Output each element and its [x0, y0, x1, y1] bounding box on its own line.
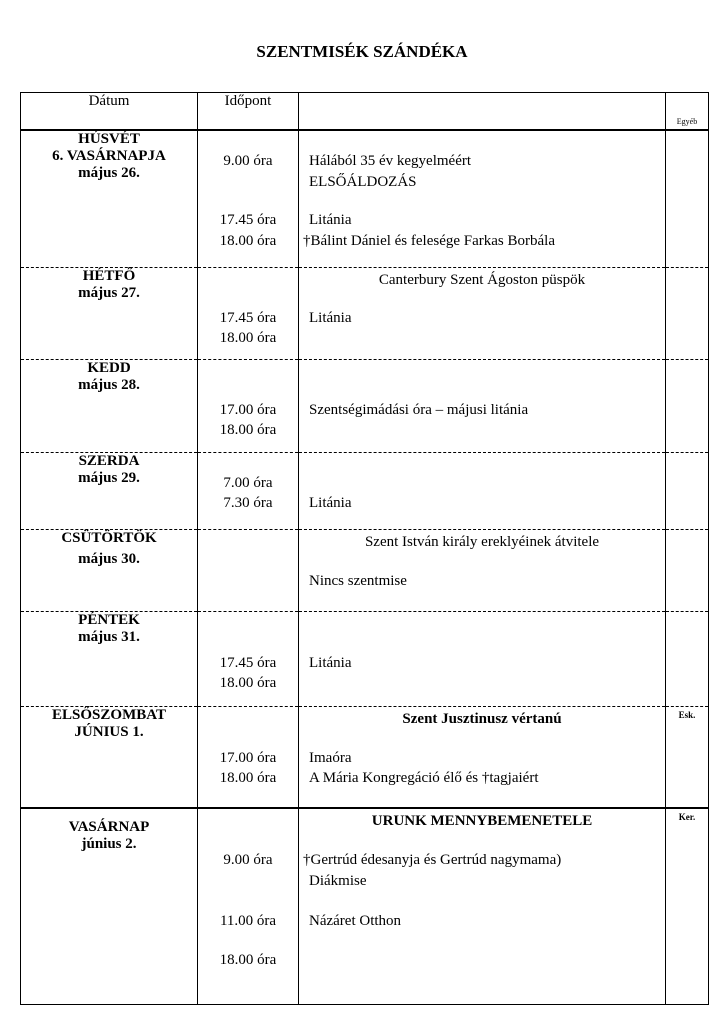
day-name: CSÜTÖRTÖK: [61, 529, 157, 546]
entry-text: Názáret Otthon: [309, 913, 402, 929]
day-date-cell: [21, 529, 198, 611]
day-date-cell: [21, 452, 198, 529]
entry-text: Litánia: [309, 212, 352, 228]
feast-title: Szent István király ereklyéinek átvitele: [364, 533, 600, 550]
entry-text: Litánia: [309, 494, 352, 511]
misc-note: Esk.: [678, 709, 696, 720]
header-intention: [299, 93, 666, 131]
entry-text: Imaóra: [309, 749, 352, 766]
day-date: május 27.: [78, 284, 140, 301]
day-name: KEDD: [87, 359, 131, 376]
entry-time: 17.45 óra: [219, 309, 277, 326]
entry-text: Diákmise: [309, 873, 367, 889]
feast-title: Canterbury Szent Ágoston püspök: [378, 271, 586, 288]
misc-note: [666, 131, 708, 134]
feast-title: URUNK MENNYBEMENETELE: [371, 813, 593, 829]
day-row: [21, 359, 709, 452]
entry-text: ELSŐÁLDOZÁS: [309, 174, 417, 190]
page-title: SZENTMISÉK SZÁNDÉKA: [256, 42, 468, 61]
table-header: [21, 93, 709, 131]
entry-time: 18.00 óra: [219, 769, 277, 786]
day-date: május 29.: [78, 469, 140, 486]
entry-time: 17.00 óra: [219, 749, 277, 766]
day-name: HÚSVÉT: [78, 131, 140, 147]
entry-text: A Mária Kongregáció élő és †tagjaiért: [309, 769, 539, 786]
entry-text: Hálából 35 év kegyelméért: [309, 153, 472, 169]
entry-time: 7.00 óra: [223, 474, 273, 491]
header-time: Időpont: [198, 93, 299, 131]
day-date: június 2.: [81, 836, 137, 852]
entry-time: 11.00 óra: [219, 913, 277, 929]
entry-time: 9.00 óra: [223, 852, 273, 868]
entry-time: 9.00 óra: [223, 153, 273, 169]
day-name-2: 6. VASÁRNAPJA: [52, 148, 166, 164]
day-date-cell: [21, 706, 198, 808]
entry-time: 18.00 óra: [219, 233, 277, 249]
entry-time: 17.45 óra: [219, 654, 277, 671]
misc-note: [666, 268, 708, 271]
misc-note: [666, 453, 708, 456]
day-row: [21, 529, 709, 611]
entry-time: 7.30 óra: [223, 494, 273, 511]
day-date: május 26.: [78, 165, 140, 181]
day-date-cell: [21, 267, 198, 359]
misc-note: [666, 612, 708, 615]
day-row: [21, 130, 709, 267]
day-date: május 30.: [78, 550, 140, 567]
misc-note: [666, 360, 708, 363]
day-date-cell: [21, 359, 198, 452]
entry-time: 18.00 óra: [219, 674, 277, 691]
day-date-cell: [21, 808, 198, 1005]
day-row: [21, 808, 709, 1005]
misc-note: Ker.: [678, 812, 696, 822]
entry-text: Litánia: [309, 654, 352, 671]
entry-time: 17.45 óra: [219, 212, 277, 228]
day-row: [21, 452, 709, 529]
feast-title: Szent Jusztinusz vértanú: [402, 710, 562, 727]
day-name: PÉNTEK: [78, 611, 140, 628]
day-name: SZERDA: [78, 452, 140, 469]
header-misc: Egyéb: [666, 93, 709, 131]
entry-text: Litánia: [309, 309, 352, 326]
day-date: JÚNIUS 1.: [74, 723, 144, 740]
day-name: ELSŐSZOMBAT: [52, 706, 166, 723]
day-row: [21, 706, 709, 808]
entry-text: †Gertrúd édesanyja és Gertrúd nagymama): [303, 852, 562, 868]
header-date: Dátum: [21, 93, 198, 131]
misc-note: [666, 530, 708, 533]
day-date: május 31.: [78, 628, 140, 645]
day-name: HÉTFŐ: [82, 267, 136, 284]
day-date-cell: [21, 130, 198, 267]
entry-time: 18.00 óra: [219, 952, 277, 968]
day-date-cell: [21, 611, 198, 706]
day-row: [21, 611, 709, 706]
day-name: VASÁRNAP: [68, 819, 150, 835]
entry-text: Szentségimádási óra – májusi litánia: [309, 401, 529, 418]
entry-time: 17.00 óra: [219, 401, 277, 418]
entry-time: 18.00 óra: [219, 329, 277, 346]
mass-schedule-table: [20, 92, 709, 1005]
day-date: május 28.: [78, 376, 140, 393]
entry-time: 18.00 óra: [219, 421, 277, 438]
entry-text: †Bálint Dániel és felesége Farkas Borbála: [303, 233, 555, 249]
day-row: [21, 267, 709, 359]
entry-text: Nincs szentmise: [309, 572, 407, 589]
